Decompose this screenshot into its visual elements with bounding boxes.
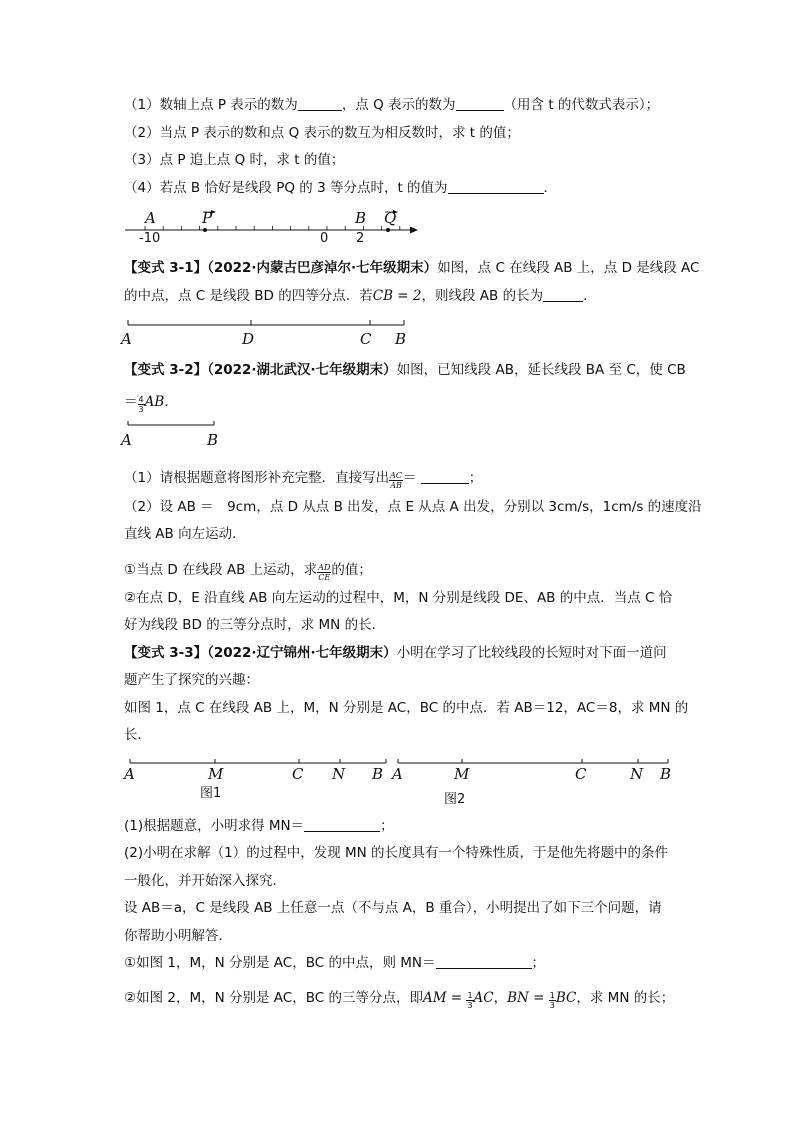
fraction-ad-ce: $\frac{AD}{CE}$ xyxy=(318,563,331,582)
label-P: P xyxy=(202,209,213,227)
variant-3-3-p2-line4: 你帮助小明解答． xyxy=(124,928,232,944)
fig1-label-M: M xyxy=(208,765,224,783)
variant-3-3-header: 【变式 3-3】（2022·辽宁锦州·七年级期末）小明在学习了比较线段的长短时对下面一道问 xyxy=(124,645,667,661)
variant-3-2-q2-line2: 直线 AB 向左运动． xyxy=(124,526,246,542)
variant-3-3-line3: 如图 1，点 C 在线段 AB 上，M，N 分别是 AC，BC 的中点．若 AB＝12，AC＝8，求 MN 的 xyxy=(124,700,689,716)
variant-3-3-line2: 题产生了探究的兴趣： xyxy=(124,672,259,688)
label-Q: Q xyxy=(384,209,397,227)
question-3: （3）点 P 追上点 Q 时，求 t 的值； xyxy=(124,152,345,168)
fig2-caption: 图2 xyxy=(444,792,466,807)
variant-3-3-p2-line3: 设 AB＝a，C 是线段 AB 上任意一点（不与点 A，B 重合），小明提出了如下三个问题，请 xyxy=(124,900,662,916)
variant-3-3-s2: ②如图 2，M，N 分别是 AC，BC 的三等分点，即AM = $\frac{1}{3}$ AC，BN = $\frac{1}{3}$ BC，求 MN 的长； xyxy=(124,990,675,1010)
variant-3-1-header: 【变式 3-1】（2022·内蒙古巴彦淖尔·七年级期末）如图，点 C 在线段 AB 上，点 D 是线段 AC xyxy=(124,260,700,276)
variant-3-2-line2: ＝ $\frac{4}{3}$ AB． xyxy=(124,394,178,414)
variant-3-2-q2-line1: （2）设 AB ＝ 9cm，点 D 从点 B 出发，点 E 从点 A 出发，分别以 3cm/s，1cm/s 的速度沿 xyxy=(124,499,702,515)
fig2-label-C: C xyxy=(575,765,587,783)
question-2: （2）当点 P 表示的数和点 Q 表示的数互为相反数时，求 t 的值； xyxy=(124,125,520,141)
label-A: A xyxy=(145,209,156,227)
label-B: B xyxy=(355,209,367,227)
label-A: A xyxy=(121,330,132,348)
answer-blank[interactable] xyxy=(304,817,380,832)
fig1-label-B: B xyxy=(372,765,384,783)
variant-3-3-line4: 长． xyxy=(124,727,151,743)
fig2-label-B: B xyxy=(660,765,672,783)
variant-3-3-p1: (1)根据题意，小明求得 MN＝ ； xyxy=(124,818,394,834)
label-A: A xyxy=(121,431,132,449)
question-1: （1）数轴上点 P 表示的数为 ，点 Q 表示的数为 （用含 t 的代数式表示）； xyxy=(124,97,660,113)
variant-3-2-c1: ①当点 D 在线段 AB 上运动，求 $\frac{AD}{CE}$ 的值； xyxy=(124,562,372,582)
variant-3-1-line2: 的中点，点 C 是线段 BD 的四等分点．若CB = 2，则线段 AB 的长为 ． xyxy=(124,288,597,304)
answer-blank[interactable] xyxy=(436,954,532,969)
fig1-label-C: C xyxy=(292,765,304,783)
tick-label-2: 2 xyxy=(356,231,365,246)
tick-label-minus10: -10 xyxy=(139,231,161,246)
fraction-1-3: $\frac{1}{3}$ xyxy=(467,991,473,1010)
label-B: B xyxy=(207,431,219,449)
variant-3-2-c2-line2: 好为线段 BD 的三等分点时，求 MN 的长． xyxy=(124,617,386,633)
variant-3-3-p2-line1: (2)小明在求解（1）的过程中，发现 MN 的长度具有一个特殊性质，于是他先将题中的条件 xyxy=(124,845,669,861)
fraction-4-3: $\frac{4}{3}$ xyxy=(138,395,144,414)
variant-3-2-header: 【变式 3-2】（2022·湖北武汉·七年级期末）如图，已知线段 AB，延长线段 BA 至 C，使 CB xyxy=(124,362,686,378)
question-4: （4）若点 B 恰好是线段 PQ 的 3 等分点时，t 的值为 ． xyxy=(124,180,558,196)
tick-label-0: 0 xyxy=(320,231,329,246)
fig1-label-A: A xyxy=(124,765,135,783)
fraction-ac-ab: $\frac{AC}{AB}$ xyxy=(390,471,402,490)
fraction-1-3: $\frac{1}{3}$ xyxy=(549,991,555,1010)
fig2-label-A: A xyxy=(392,765,403,783)
fig2-label-M: M xyxy=(454,765,470,783)
variant-3-3-s1: ①如图 1，M，N 分别是 AC，BC 的中点，则 MN＝ ； xyxy=(124,955,546,971)
fig1-caption: 图1 xyxy=(200,786,222,801)
label-D: D xyxy=(242,330,255,348)
fig1-label-N: N xyxy=(332,765,346,783)
variant-3-2-q1: （1）请根据题意将图形补充完整．直接写出 $\frac{AC}{AB}$ ＝ ； xyxy=(124,470,483,490)
label-C: C xyxy=(360,330,372,348)
variant-3-3-p2-line2: 一般化，并开始深入探究． xyxy=(124,873,286,889)
label-B: B xyxy=(395,330,407,348)
variant-3-2-c2-line1: ②在点 D，E 沿直线 AB 向左运动的过程中，M，N 分别是线段 DE、AB 的中点．当点 C 恰 xyxy=(124,590,673,606)
fig2-label-N: N xyxy=(630,765,644,783)
